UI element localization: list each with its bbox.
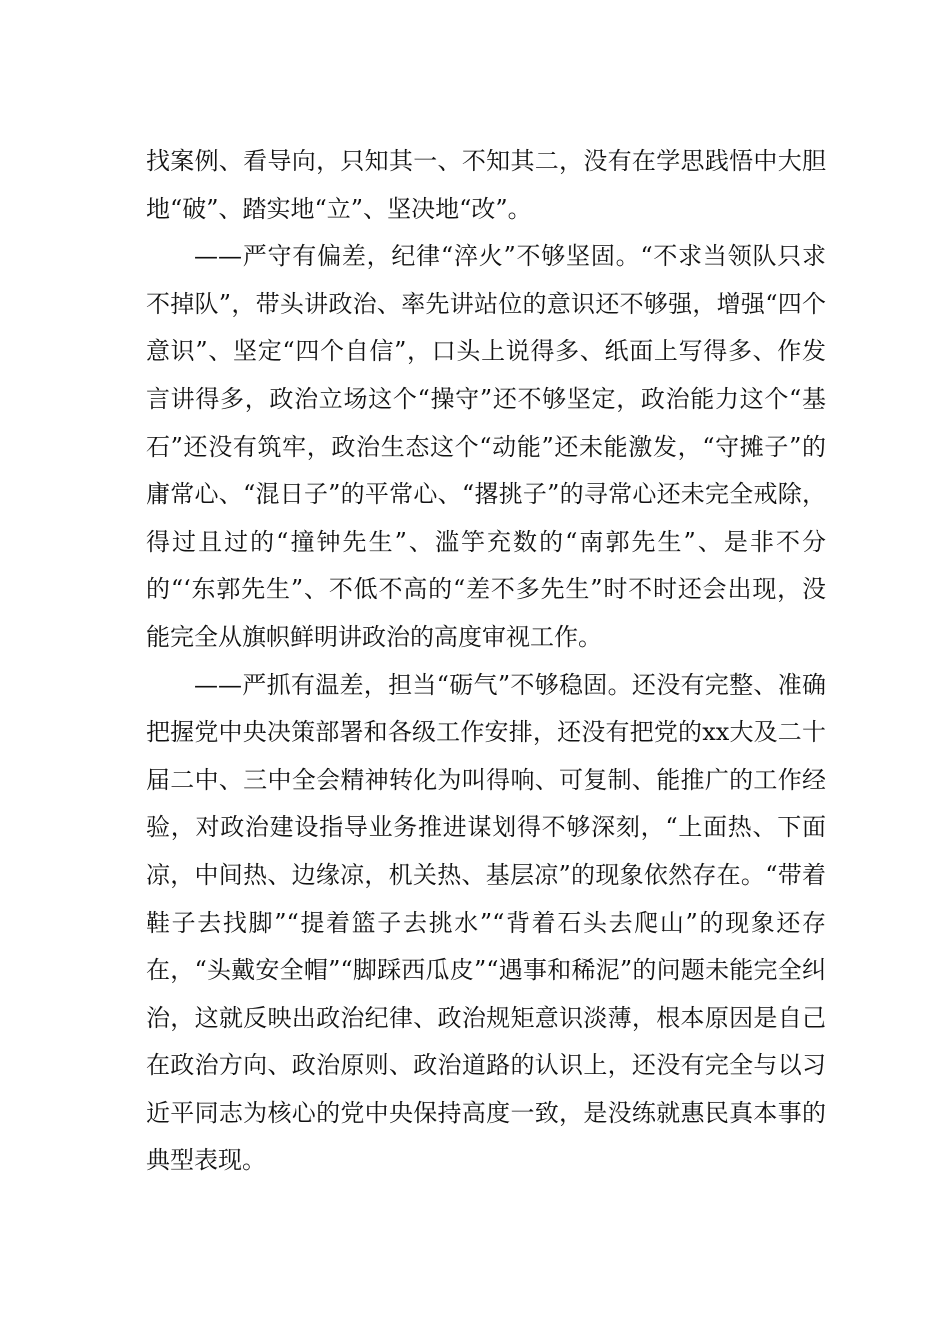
document-page	[146, 138, 826, 1185]
paragraph-responsibility: ——严抓有温差，担当“砺气”不够稳固。还没有完整、准确把握党中央决策部署和各级工作安排，还没有把党的xx大及二十届二中、三中全会精神转化为叫得响、可复制、能推广的工作经验，对政治建设指导业务推进谋划得不够深刻，“上面热、下面凉，中间热、边缘凉，机关热、基层凉”的现象依然存在。“带着鞋子去找脚”“提着篮子去挑水”“背着石头去爬山”的现象还存在，“头戴安全帽”“脚踩西瓜皮”“遇事和稀泥”的问题未能完全纠治，这就反映出政治纪律、政治规矩意识淡薄，根本原因是自己在政治方向、政治原则、政治道路的认识上，还没有完全与以习近平同志为核心的党中央保持高度一致，是没练就惠民真本事的典型表现。	[146, 670, 826, 1175]
paragraph-continuation: 找案例、看导向，只知其一、不知其二，没有在学思践悟中大胆地“破”、踏实地“立”、坚决地“改”。	[146, 147, 826, 223]
paragraph-discipline: ——严守有偏差，纪律“淬火”不够坚固。“不求当领队只求不掉队”，带头讲政治、率先讲站位的意识还不够强，增强“四个意识”、坚定“四个自信”，口头上说得多、纸面上写得多、作发言讲得多，政治立场这个“操守”还不够坚定，政治能力这个“基石”还没有筑牢，政治生态这个“动能”还未能激发，“守摊子”的庸常心、“混日子”的平常心、“撂挑子”的寻常心还未完全戒除，得过且过的“撞钟先生”、滥竽充数的“南郭先生”、是非不分的“‘东郭先生”、不低不高的“差不多先生”时不时还会出现，没能完全从旗帜鲜明讲政治的高度审视工作。	[146, 242, 826, 651]
